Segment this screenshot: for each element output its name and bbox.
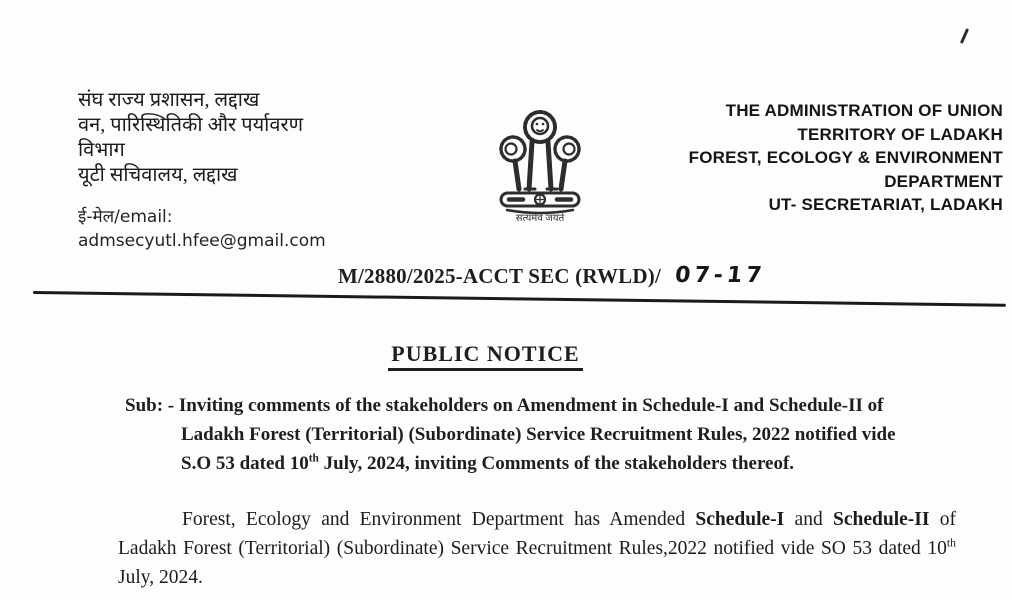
body-text: of Ladakh Forest (Territorial) (Subordinate) Service Recruitment Rules,2022 notified vide SO 53 dated 10	[118, 509, 956, 559]
subject-line3-text: S.O 53 dated 10	[181, 453, 309, 474]
ordinal-superscript: th	[946, 536, 956, 550]
hindi-dept-line: संघ राज्य प्रशासन, लद्दाख	[78, 89, 260, 111]
department-address-hindi	[78, 88, 303, 188]
india-state-emblem	[491, 101, 589, 228]
email-label: ई-मेल/email:	[78, 207, 173, 227]
reference-number-printed: M/2880/2025-ACCT SEC (RWLD)/	[338, 264, 661, 288]
body-text: and	[784, 509, 834, 530]
email-block	[78, 205, 326, 253]
english-dept-line: UT- SECRETARIAT, LADAKH	[768, 195, 1003, 214]
english-dept-line: THE ADMINISTRATION OF UNION	[725, 101, 1003, 120]
ashoka-lion-capital-icon	[491, 101, 589, 223]
body-schedule-1-bold: Schedule-I	[695, 509, 785, 530]
english-dept-line: FOREST, ECOLOGY & ENVIRONMENT	[688, 148, 1003, 167]
hindi-dept-line: विभाग	[78, 139, 125, 161]
horizontal-divider-line	[33, 291, 1006, 307]
public-notice-title	[0, 341, 991, 371]
english-dept-line: DEPARTMENT	[884, 171, 1003, 191]
english-dept-line: TERRITORY OF LADAKH	[797, 124, 1003, 144]
body-paragraph	[118, 505, 956, 592]
department-address-english	[689, 99, 1003, 217]
body-text: Forest, Ecology and Environment Department has Amended	[182, 509, 696, 530]
subject-line3-text: July, 2024, inviting Comments of the stakeholders thereof.	[318, 453, 795, 474]
pen-stroke-mark	[960, 28, 969, 44]
ordinal-superscript: th	[308, 452, 319, 465]
email-address: admsecyutl.hfee@gmail.com	[78, 231, 326, 251]
subject-line	[125, 449, 995, 478]
subject-paragraph	[125, 391, 995, 478]
hindi-dept-line: वन, पारिस्थितिकी और पर्यावरण	[78, 114, 304, 136]
subject-line: Sub: - Inviting comments of the stakeholders on Amendment in Schedule-I and Schedule-II of	[125, 395, 884, 416]
subject-line: Ladakh Forest (Territorial) (Subordinate) Service Recruitment Rules, 2022 notified vide	[181, 424, 896, 445]
satyameva-jayate-motto: सत्यमेव जयते	[515, 213, 565, 223]
public-notice-title-text: PUBLIC NOTICE	[388, 341, 582, 371]
reference-number-line	[338, 264, 765, 289]
body-text: July, 2024.	[118, 567, 203, 588]
body-schedule-2-bold: Schedule-II	[833, 509, 930, 530]
hindi-dept-line: यूटी सचिवालय, लद्दाख	[78, 164, 238, 186]
reference-number-handwritten: 07-17	[673, 263, 767, 288]
